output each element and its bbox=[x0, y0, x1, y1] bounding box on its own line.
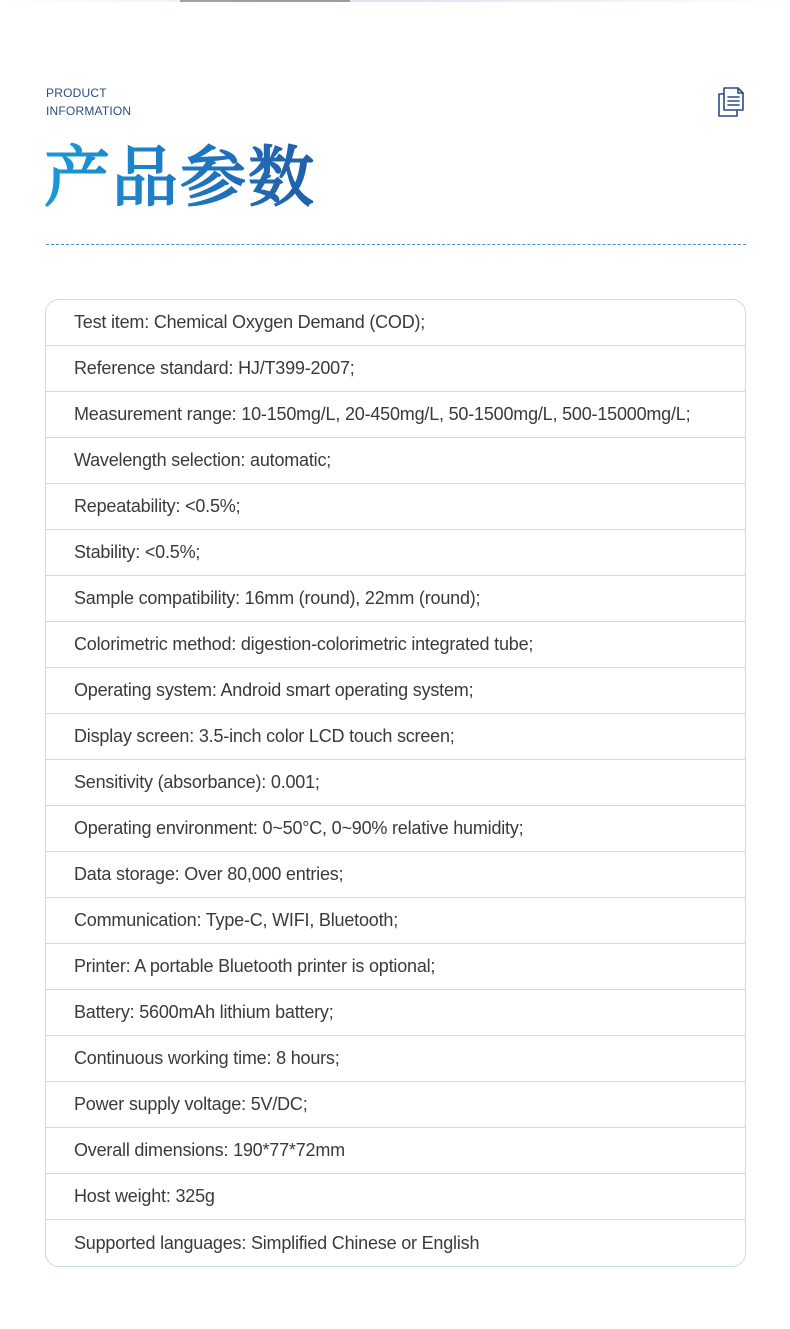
spec-text: Power supply voltage: 5V/DC; bbox=[74, 1094, 308, 1114]
spec-text: Printer: A portable Bluetooth printer is optional; bbox=[74, 956, 436, 976]
spec-row bbox=[46, 1036, 745, 1082]
spec-row bbox=[46, 1082, 745, 1128]
spec-text: Measurement range: 10-150mg/L, 20-450mg/L, 50-1500mg/L, 500-15000mg/L; bbox=[74, 404, 691, 424]
spec-text: Repeatability: <0.5%; bbox=[74, 496, 241, 516]
spec-row bbox=[46, 484, 745, 530]
spec-table bbox=[45, 299, 746, 1267]
spec-text: Supported languages: Simplified Chinese or English bbox=[74, 1232, 480, 1253]
spec-row bbox=[46, 760, 745, 806]
spec-text: Host weight: 325g bbox=[74, 1186, 215, 1206]
title-divider bbox=[46, 244, 746, 245]
spec-row bbox=[46, 346, 745, 392]
spec-text: Wavelength selection: automatic; bbox=[74, 450, 332, 470]
page-title: 产品参数 bbox=[44, 139, 316, 216]
spec-text: Reference standard: HJ/T399-2007; bbox=[74, 358, 355, 378]
spec-row bbox=[46, 944, 745, 990]
top-accent-bar bbox=[180, 0, 350, 2]
spec-row bbox=[46, 576, 745, 622]
top-decor-line bbox=[0, 0, 790, 2]
spec-text: Colorimetric method: digestion-colorimetric integrated tube; bbox=[74, 634, 534, 654]
spec-row bbox=[46, 1128, 745, 1174]
spec-text: Overall dimensions: 190*77*72mm bbox=[74, 1140, 345, 1160]
spec-row bbox=[46, 530, 745, 576]
spec-row bbox=[46, 806, 745, 852]
spec-row bbox=[46, 714, 745, 760]
spec-row bbox=[46, 622, 745, 668]
spec-text: Stability: <0.5%; bbox=[74, 542, 201, 562]
spec-text: Continuous working time: 8 hours; bbox=[74, 1048, 340, 1068]
spec-row bbox=[46, 852, 745, 898]
spec-text: Test item: Chemical Oxygen Demand (COD); bbox=[74, 312, 426, 332]
spec-text: Display screen: 3.5-inch color LCD touch screen; bbox=[74, 726, 455, 746]
spec-text: Sensitivity (absorbance): 0.001; bbox=[74, 772, 320, 792]
spec-row bbox=[46, 392, 745, 438]
spec-row bbox=[46, 300, 745, 346]
document-icon bbox=[716, 86, 746, 118]
spec-row bbox=[46, 1174, 745, 1220]
spec-text: Data storage: Over 80,000 entries; bbox=[74, 864, 344, 884]
section-label bbox=[46, 84, 131, 120]
spec-text: Battery: 5600mAh lithium battery; bbox=[74, 1002, 334, 1022]
spec-row bbox=[46, 898, 745, 944]
spec-text: Operating system: Android smart operating system; bbox=[74, 680, 474, 700]
spec-text: Communication: Type-C, WIFI, Bluetooth; bbox=[74, 910, 398, 930]
section-label-line2: INFORMATION bbox=[46, 104, 132, 118]
spec-text: Sample compatibility: 16mm (round), 22mm (round); bbox=[74, 588, 481, 608]
spec-row bbox=[46, 990, 745, 1036]
spec-row bbox=[46, 438, 745, 484]
section-label-line1: PRODUCT bbox=[46, 86, 107, 100]
spec-row bbox=[46, 668, 745, 714]
spec-row bbox=[46, 1220, 745, 1266]
spec-text: Operating environment: 0~50°C, 0~90% relative humidity; bbox=[74, 818, 524, 838]
